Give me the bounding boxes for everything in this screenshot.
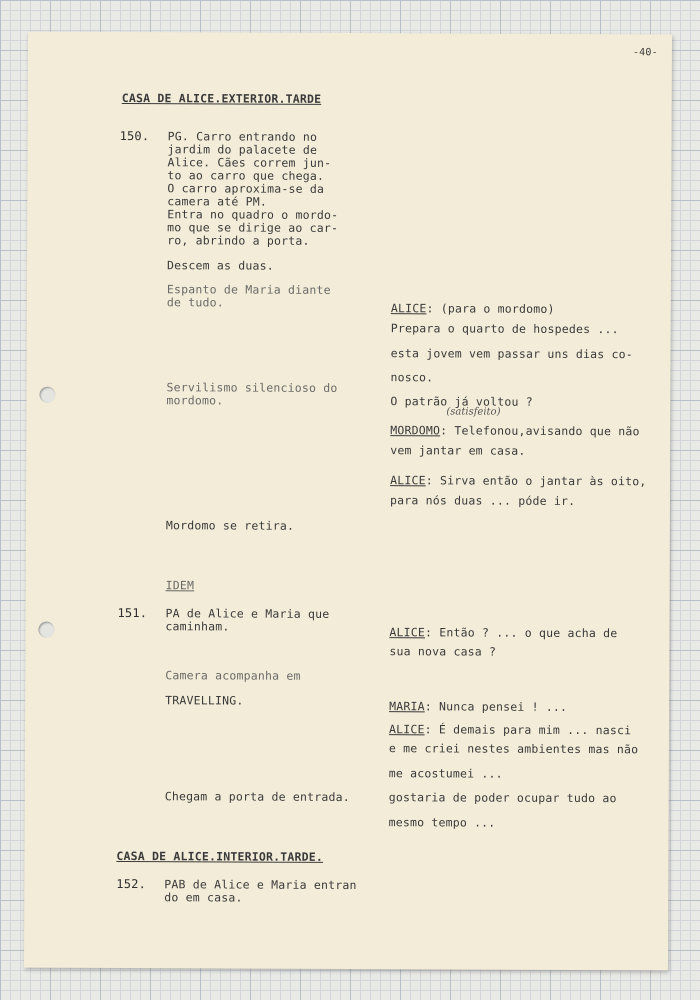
dialogue-text: : Sirva então o jantar às oito, (425, 473, 647, 489)
speaker-name: ALICE (388, 722, 425, 737)
speaker-name: ALICE (390, 301, 427, 316)
dialogue-text: : Nunca pensei ! ... (424, 699, 568, 714)
speaker-name: MORDOMO (390, 423, 441, 438)
dialogue-text: para nós duas ... póde ir. (389, 493, 576, 508)
dialogue-text: vem jantar em casa. (390, 443, 526, 458)
action-line: Mordomo se retira. (165, 518, 295, 533)
action-line: mordomo. (166, 393, 224, 408)
dialogue-text: : É demais para mim ... nasci (424, 722, 632, 738)
action-line: PG. Carro entrando no (167, 129, 318, 144)
dialogue-line (391, 297, 555, 317)
dialogue-line (389, 718, 631, 738)
dialogue-text: sua nova casa ? (389, 644, 497, 659)
action-line: ro, abrindo a porta. (167, 233, 310, 248)
dialogue-text: : Então ? ... o que acha de (425, 625, 618, 641)
scene-number: 150. (119, 128, 150, 144)
punch-hole (38, 622, 54, 638)
action-line: TRAVELLING. (165, 693, 244, 708)
dialogue-text: mesmo tempo ... (388, 815, 496, 830)
speaker-name: MARIA (389, 699, 425, 714)
action-line: Chegam a porta de entrada. (164, 789, 350, 805)
action-line: Entra no quadro o mordo- (167, 207, 339, 222)
dialogue-line (390, 419, 639, 439)
action-line: to ao carro que chega. (167, 168, 325, 183)
action-line: de tudo. (166, 295, 224, 310)
action-line: PAB de Alice e Maria entran (164, 877, 357, 893)
scene-action (167, 130, 338, 248)
dialogue-text: me acostumei ... (388, 766, 503, 781)
scene-heading: IDEM (165, 578, 195, 593)
script-page (24, 32, 672, 971)
dialogue-line (389, 695, 567, 715)
dialogue-text: : (para o mordomo) (426, 301, 555, 316)
punch-hole (39, 387, 55, 403)
page-number: -40- (632, 47, 658, 59)
action-line: Descem as duas. (166, 258, 274, 273)
scene-number: 151. (117, 605, 148, 621)
action-line: do em casa. (164, 890, 243, 905)
dialogue-text: O patrão já voltou ? (390, 394, 533, 409)
action-line: O carro aproxima-se da (167, 181, 325, 196)
scene-heading: CASA DE ALICE.EXTERIOR.TARDE (121, 91, 322, 106)
action-line: camera até PM. (167, 194, 268, 209)
scene-heading: CASA DE ALICE.INTERIOR.TARDE. (116, 848, 324, 864)
dialogue-text: nosco. (390, 370, 434, 385)
dialogue-text: : Telefonou,avisando que não (440, 423, 640, 439)
action-line: PA de Alice e Maria que (165, 606, 330, 621)
action-line: Servilismo silencioso do (166, 380, 338, 395)
dialogue-text: e me criei nestes ambientes mas não (388, 741, 639, 757)
scene-number: 152. (116, 876, 147, 892)
handwritten-note: (satisfeito) (446, 406, 501, 418)
action-line: Espanto de Maria diante (166, 282, 331, 297)
speaker-name: ALICE (389, 625, 426, 640)
action-line: mo que se dirige ao car- (167, 220, 339, 235)
action-line: caminham. (165, 619, 230, 634)
action-line: jardim do palacete de (167, 142, 318, 157)
dialogue-text: gostaria de poder ocupar tudo ao (388, 790, 617, 806)
dialogue-text: Prepara o quarto de hospedes ... (390, 321, 619, 337)
action-line: Camera acompanha em (165, 668, 301, 683)
dialogue-line (389, 621, 617, 641)
action-line: Alice. Cães correm jun- (167, 155, 332, 170)
dialogue-line (390, 469, 647, 489)
dialogue-text: esta jovem vem passar uns dias co- (390, 346, 633, 362)
speaker-name: ALICE (390, 473, 426, 488)
